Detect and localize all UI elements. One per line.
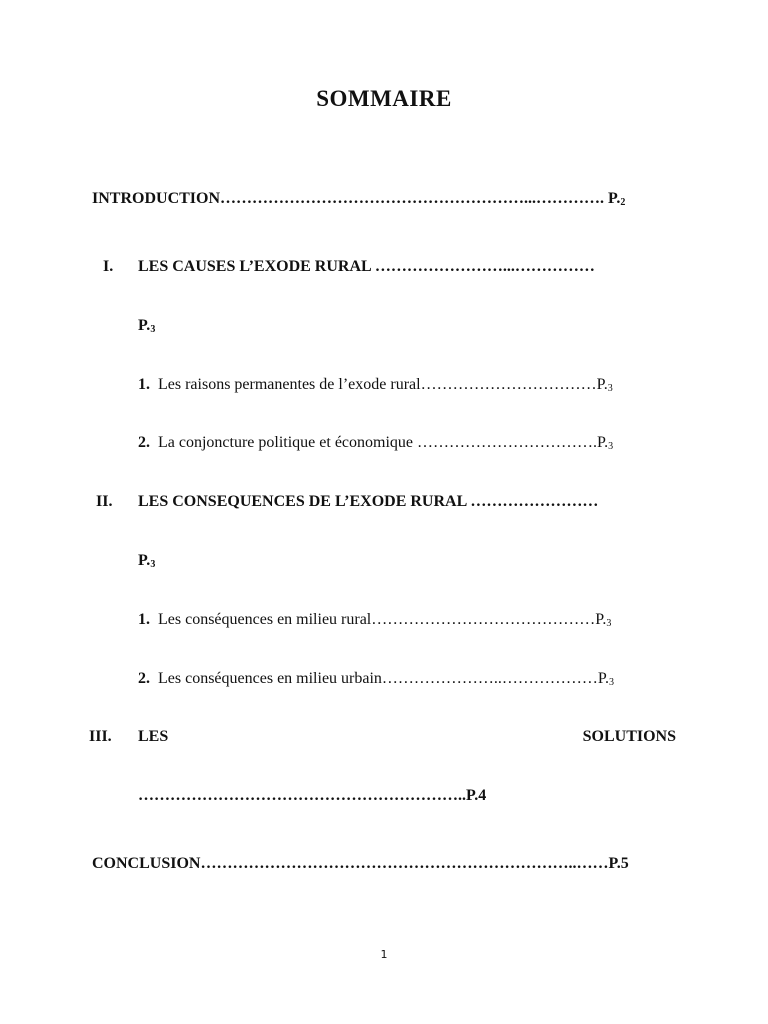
toc-section-3-title[interactable] <box>138 728 676 746</box>
toc-section-1-page-number: 3 <box>150 324 156 335</box>
toc-section-3-word-2: SOLUTIONS <box>582 728 676 745</box>
toc-section-1-page-prefix: P. <box>138 317 151 334</box>
toc-item-number: 1. <box>138 376 150 393</box>
toc-item-text: Les conséquences en milieu rural……………………………………P. <box>158 611 607 628</box>
toc-section-3-word-1: LES <box>138 728 169 745</box>
toc-item-1-2[interactable] <box>138 434 613 452</box>
toc-item-page: 3 <box>606 618 612 629</box>
toc-item-page: 3 <box>607 383 613 394</box>
toc-item-1-1[interactable] <box>138 376 613 394</box>
page-number: 1 <box>380 948 388 961</box>
toc-item-number: 2. <box>138 434 150 451</box>
toc-section-2-title[interactable]: LES CONSEQUENCES DE L’EXODE RURAL …………………… <box>138 493 599 510</box>
toc-section-1-numeral: I. <box>103 258 114 275</box>
toc-item-text: Les raisons permanentes de l’exode rural……………………………P. <box>158 376 608 393</box>
toc-conclusion[interactable]: CONCLUSION……………………………………………………………..……P.5 <box>92 855 629 872</box>
toc-item-text: La conjoncture politique et économique …………………………….P. <box>158 434 609 451</box>
toc-item-2-1[interactable] <box>138 611 611 629</box>
toc-section-2-page <box>138 552 155 570</box>
toc-introduction-page: 2 <box>620 197 626 208</box>
toc-section-2-page-prefix: P. <box>138 552 151 569</box>
toc-section-3-page: ……………………………………………………..P.4 <box>138 787 487 804</box>
toc-section-2-numeral: II. <box>96 493 113 510</box>
toc-section-2-page-number: 3 <box>150 559 156 570</box>
toc-item-2-2[interactable] <box>138 670 614 688</box>
toc-item-text: Les conséquences en milieu urbain…………………..………………P. <box>158 670 610 687</box>
toc-introduction[interactable] <box>92 190 625 208</box>
page-title: SOMMAIRE <box>316 86 452 111</box>
toc-item-page: 3 <box>609 677 615 688</box>
toc-section-1-page <box>138 317 155 335</box>
toc-item-number: 2. <box>138 670 150 687</box>
toc-section-3-numeral: III. <box>89 728 112 745</box>
toc-item-number: 1. <box>138 611 150 628</box>
toc-introduction-text: INTRODUCTION…………………………………………………...…………. P. <box>92 190 621 207</box>
toc-item-page: 3 <box>608 441 614 452</box>
toc-section-1-title[interactable]: LES CAUSES L’EXODE RURAL ……………………...…………… <box>138 258 595 275</box>
